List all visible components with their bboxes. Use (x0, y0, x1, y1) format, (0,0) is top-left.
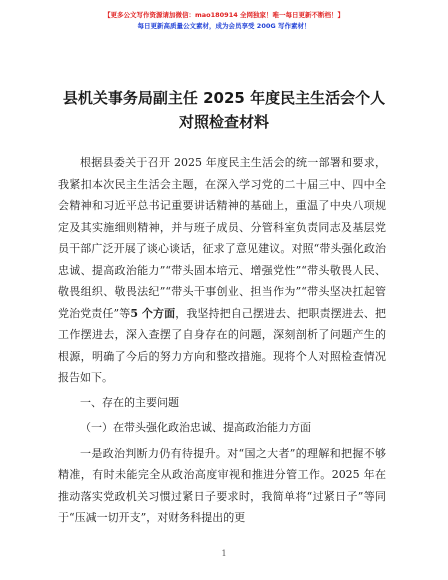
section-heading-1: 一、存在的主要问题 (80, 395, 179, 409)
intro-text-part-1: 根据县委关于召开 2025 年度民主生活会的统一部署和要求，我紧扣本次民主生活会主题，在深入学习党的二十届三中、四中全会精神和习近平总书记重要讲话精神的基础上，重温了中央八项规定及其实施细则精神，并与班子成员、分管科室负责同志及基层党员干部广泛开展了谈心谈话，征求了意见建议。对照“带头强化政治忠诚、提高政治能力”“带头固本培元、增强党性”“带头敬畏人民、敬畏组织、敬畏法纪”“带头干事创业、担当作为”“带头坚决扛起管党治党责任”等 (58, 156, 386, 320)
document-body (58, 152, 386, 529)
document-title-line-2: 对照检查材料 (178, 113, 269, 131)
promo-banner-red: 【更多公文写作资源请加微信：mao180914 全网独家！唯一每日更新不断档！】 (103, 11, 345, 19)
document-title-line-1: 县机关事务局副主任 2025 年度民主生活会个人 (62, 89, 386, 107)
intro-paragraph (58, 152, 386, 389)
subsection-heading-1: （一）在带头强化政治忠诚、提高政治能力方面 (80, 421, 311, 434)
body-paragraph-2: 一是政治判断力仍有待提升。对“国之大者”的理解和把握不够精准，有时未能完全从政治高度审视和推进分管工作。2025 年在推动落实党政机关习惯过紧日子要求时，我简单将“过紧日子”等同于“压减一切开支”，对财务科提出的更 (58, 446, 386, 524)
intro-text-part-2: ，我坚持把自己摆进去、把职责摆进去、把工作摆进去，深入查摆了自身存在的问题，深刻剖析了问题产生的根源，明确了今后的努力方向和整改措施。现将个人对照检查情况报告如下。 (58, 306, 387, 384)
intro-emphasis: 5 个方面 (130, 306, 176, 320)
page-number: 1 (221, 549, 227, 558)
promo-banner-blue: 每日更新高质量公文素材，成为会员享受 200G 写作素材！ (137, 22, 311, 30)
